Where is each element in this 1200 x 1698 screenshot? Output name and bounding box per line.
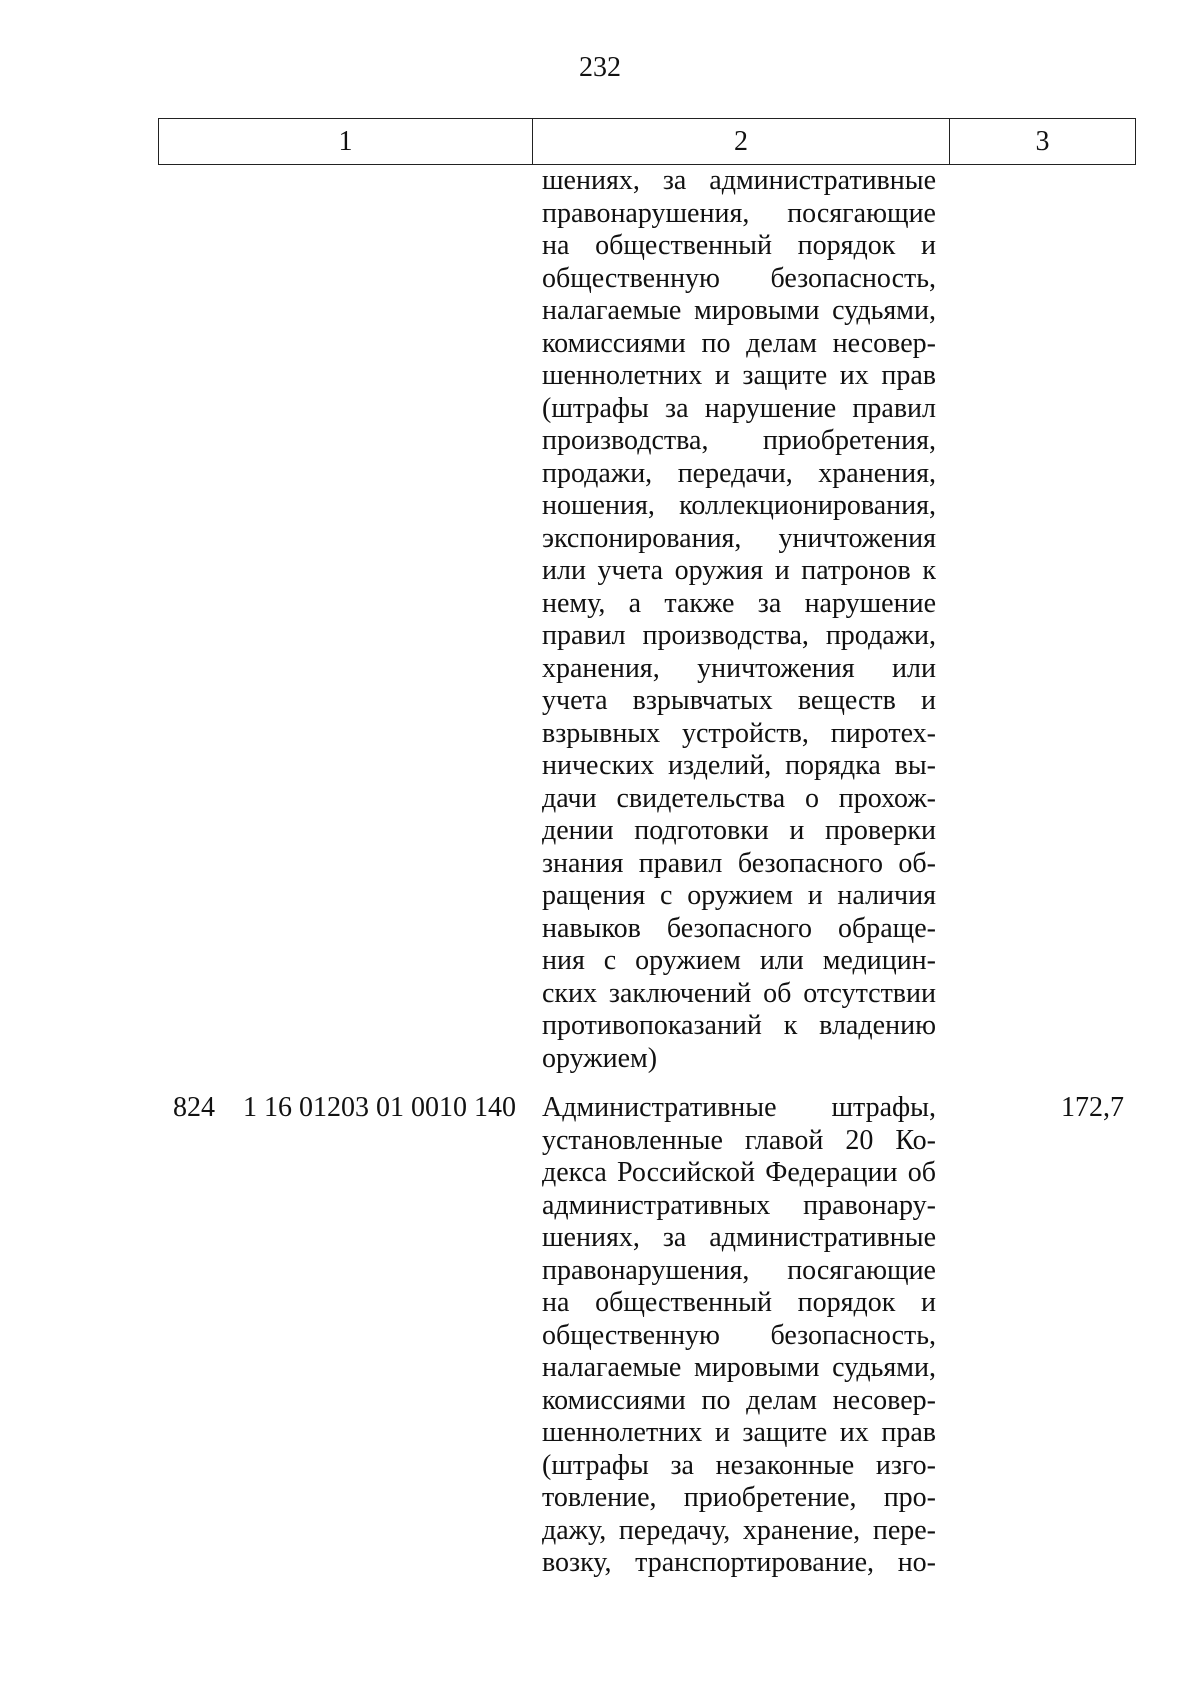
text-line: налагаемые мировыми судьями, bbox=[542, 1352, 936, 1383]
page-number: 232 bbox=[579, 52, 621, 83]
text-line: товление, приобретение, про- bbox=[542, 1482, 936, 1513]
header-col-1: 1 bbox=[159, 119, 533, 164]
text-line: дачи свидетельства о прохож- bbox=[542, 782, 936, 814]
text-line: (штрафы за нарушение правил bbox=[542, 392, 936, 424]
text-line: шеннолетних и защите их прав bbox=[542, 360, 936, 391]
text-line: или учета оружия и патронов к bbox=[542, 555, 936, 586]
continuation-description bbox=[542, 165, 936, 1075]
text-line: знания правил безопасного об- bbox=[542, 847, 936, 879]
text-line: общественную безопасность, bbox=[542, 1319, 936, 1351]
text-line: противопоказаний к владению bbox=[542, 1010, 936, 1041]
admin-code-cell: 824 bbox=[173, 1092, 215, 1123]
text-line: нему, а также за нарушение bbox=[542, 587, 936, 619]
text-line: нических изделий, порядка вы- bbox=[542, 750, 936, 781]
text-line: налагаемые мировыми судьями, bbox=[542, 295, 936, 326]
row-824-description bbox=[542, 1092, 936, 1580]
text-line: правонарушения, посягающие bbox=[542, 1254, 936, 1286]
text-line: навыков безопасного обраще- bbox=[542, 912, 936, 944]
kbk-code-cell: 1 16 01203 01 0010 140 bbox=[243, 1092, 516, 1123]
text-line: на общественный порядок и bbox=[542, 1287, 936, 1318]
text-line: комиссиями по делам несовер- bbox=[542, 1384, 936, 1416]
text-line: декса Российской Федерации об bbox=[542, 1157, 936, 1188]
text-line: общественную безопасность, bbox=[542, 262, 936, 294]
text-line: административных правонару- bbox=[542, 1189, 936, 1221]
table-header bbox=[158, 118, 1136, 165]
text-line: производства, приобретения, bbox=[542, 425, 936, 456]
text-line: дажу, передачу, хранение, пере- bbox=[542, 1514, 936, 1546]
text-line: ношения, коллекционирования, bbox=[542, 490, 936, 521]
text-line: шениях, за административные bbox=[542, 165, 936, 196]
text-line: дении подготовки и проверки bbox=[542, 815, 936, 846]
text-line: правонарушения, посягающие bbox=[542, 197, 936, 229]
text-line: (штрафы за незаконные изго- bbox=[542, 1449, 936, 1481]
header-col-3: 3 bbox=[1035, 125, 1050, 157]
text-line: ния с оружием или медицин- bbox=[542, 945, 936, 976]
text-line: на общественный порядок и bbox=[542, 230, 936, 261]
text-line: учета взрывчатых веществ и bbox=[542, 685, 936, 716]
text-line: возку, транспортирование, но- bbox=[542, 1547, 936, 1578]
text-line: экспонирования, уничтожения bbox=[542, 522, 936, 554]
text-line: шеннолетних и защите их прав bbox=[542, 1417, 936, 1448]
text-line: взрывных устройств, пиротех- bbox=[542, 717, 936, 749]
text-line: шениях, за административные bbox=[542, 1222, 936, 1253]
text-line: установленные главой 20 Ко- bbox=[542, 1124, 936, 1156]
text-line: хранения, уничтожения или bbox=[542, 652, 936, 684]
header-col-2: 2 bbox=[533, 119, 950, 164]
text-line: оружием) bbox=[542, 1042, 658, 1074]
text-line: ращения с оружием и наличия bbox=[542, 880, 936, 911]
text-line: комиссиями по делам несовер- bbox=[542, 327, 936, 359]
text-line: Административные штрафы, bbox=[542, 1092, 936, 1123]
amount-cell: 172,7 bbox=[1061, 1092, 1124, 1123]
text-line: правил производства, продажи, bbox=[542, 620, 936, 651]
text-line: продажи, передачи, хранения, bbox=[542, 457, 936, 489]
text-line: ских заключений об отсутствии bbox=[542, 977, 936, 1009]
